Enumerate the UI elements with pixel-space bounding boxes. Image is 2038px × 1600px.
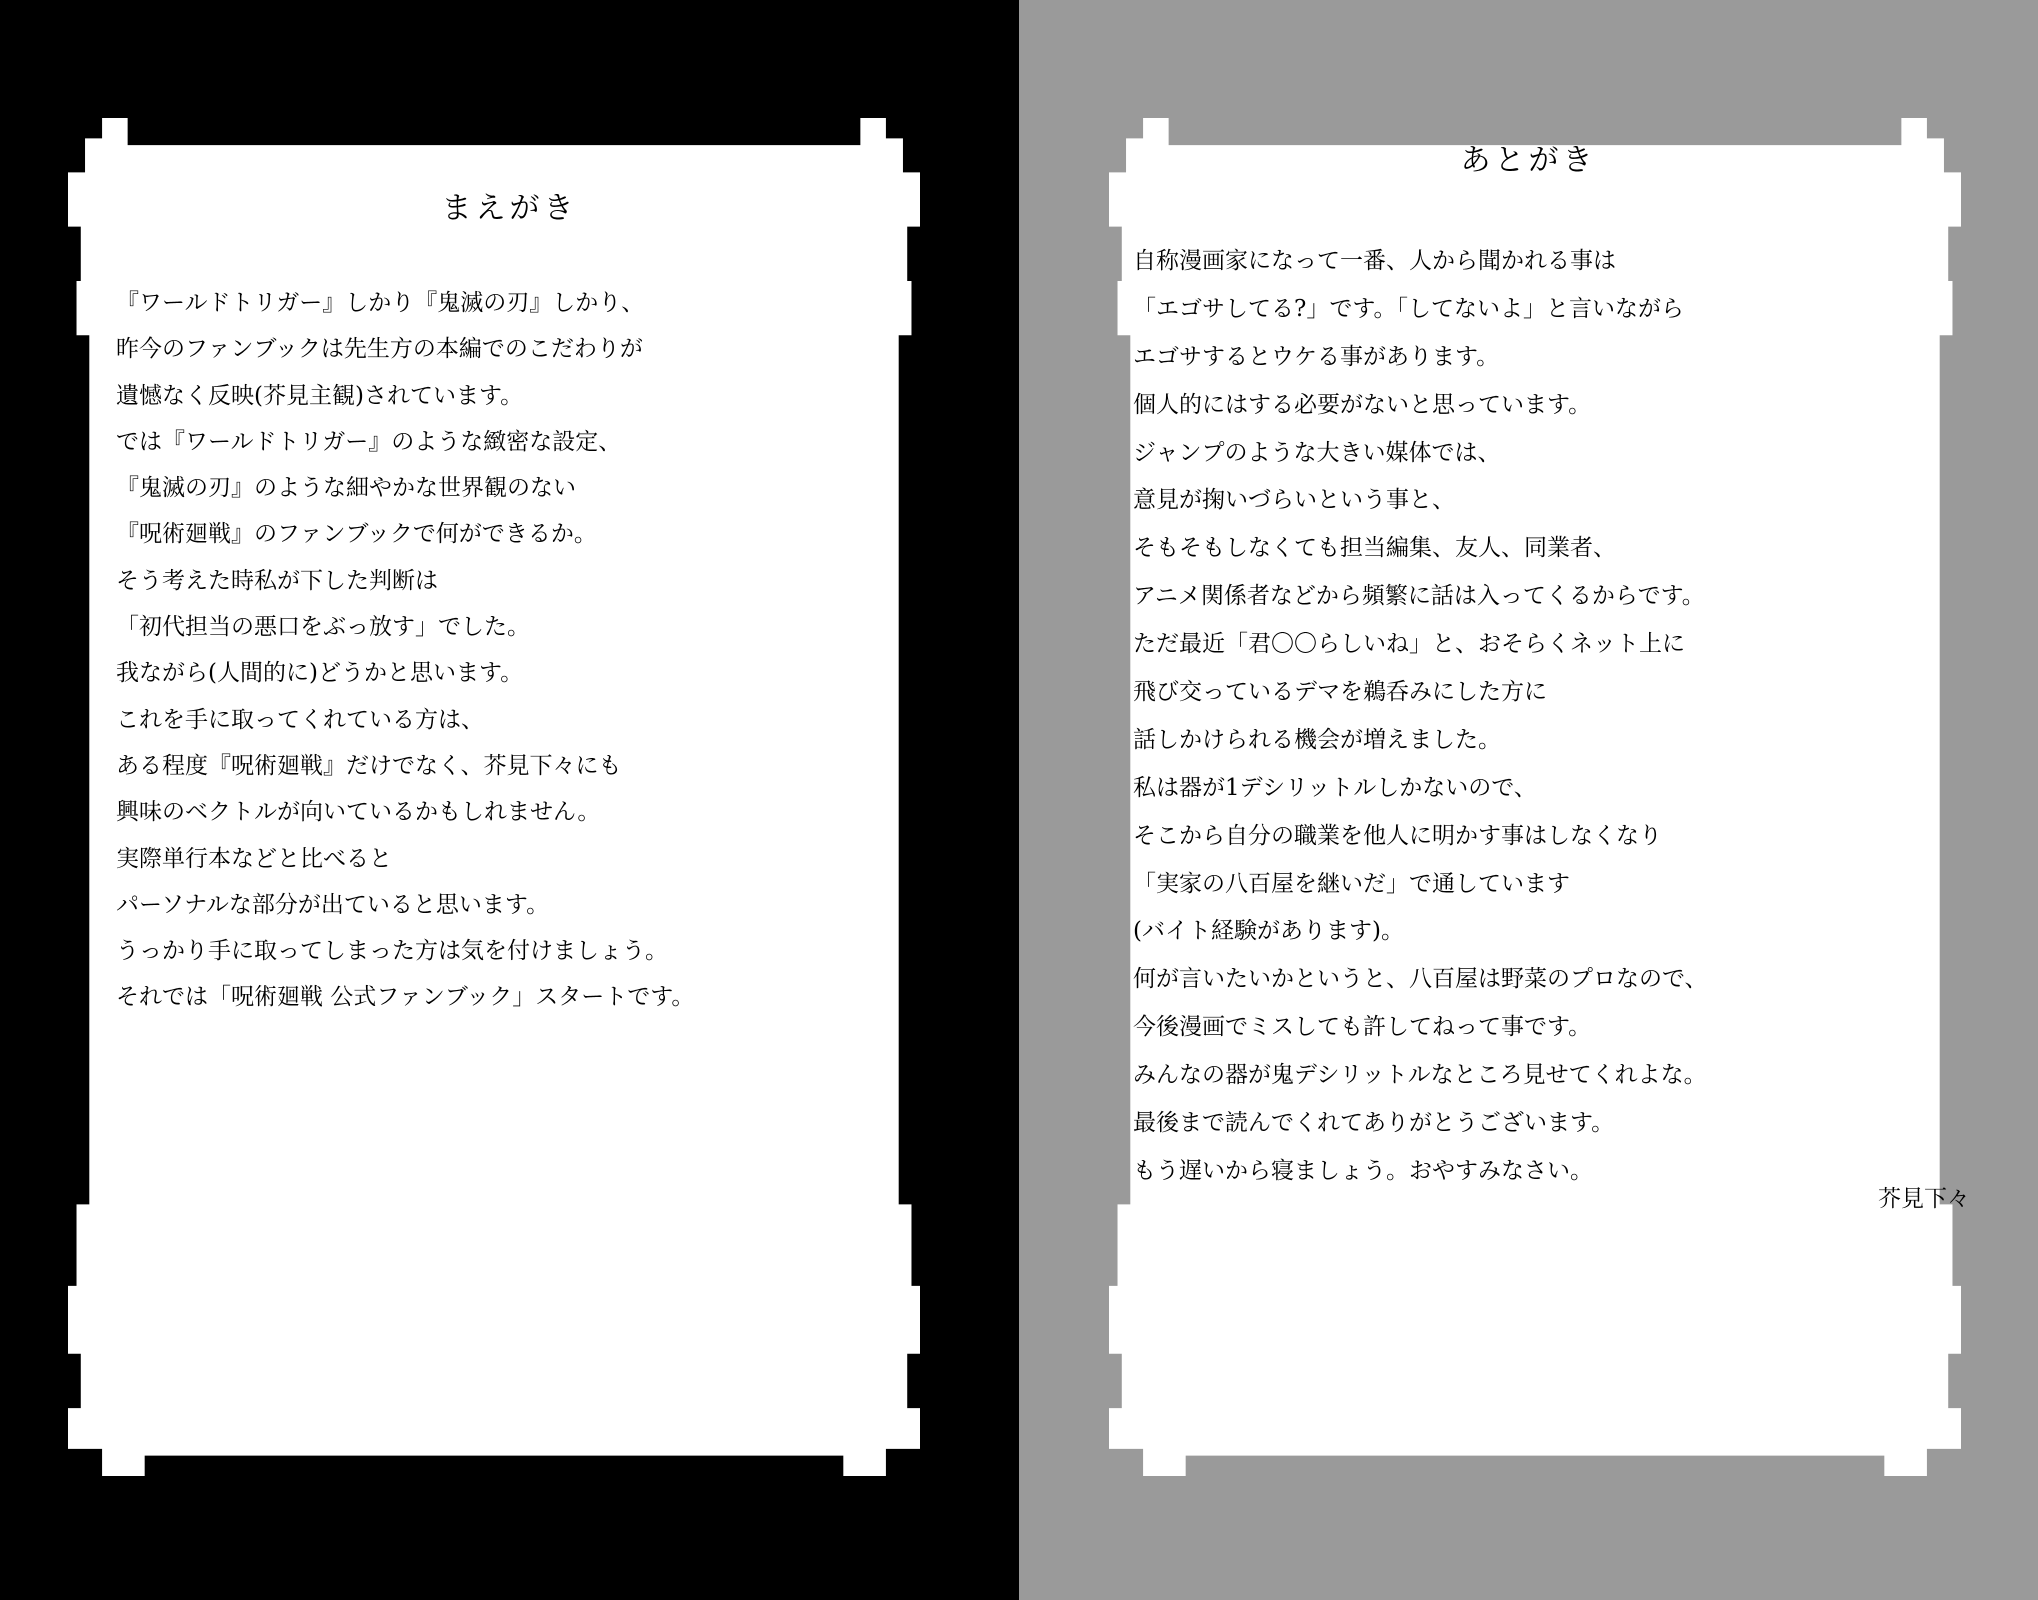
right-page-title: あとがき xyxy=(1460,143,1597,178)
body-line: エゴサするとウケる事があります。 xyxy=(1133,343,1500,370)
body-line: 飛び交っているデマを鵜呑みにした方に xyxy=(1133,679,1547,706)
body-line: もう遅いから寝ましょう。おやすみなさい。 xyxy=(1133,1157,1593,1184)
body-line: ジャンプのような大きい媒体では、 xyxy=(1133,439,1501,466)
right-page-spread xyxy=(1019,0,2038,1600)
body-line: 実際単行本などと比べると xyxy=(116,845,392,872)
body-line: 『ワールドトリガー』しかり『鬼滅の刃』しかり、 xyxy=(116,290,645,316)
body-line: 個人的にはする必要がないと思っています。 xyxy=(1133,391,1592,418)
body-line: (バイト経験があります)。 xyxy=(1133,918,1404,945)
body-line: 昨今のファンブックは先生方の本編でのこだわりが xyxy=(116,336,643,363)
body-line: 「実家の八百屋を継いだ」で通しています xyxy=(1133,870,1570,897)
body-line: 話しかけられる機会が増えました。 xyxy=(1133,726,1501,753)
body-line: みんなの器が鬼デシリットルなところ見せてくれよな。 xyxy=(1133,1062,1707,1089)
body-line: 「初代担当の悪口をぶっ放す」でした。 xyxy=(116,614,530,641)
body-line: パーソナルな部分が出ていると思います。 xyxy=(116,891,550,918)
body-line: 『呪術廻戦』のファンブックで何ができるか。 xyxy=(116,521,597,548)
author-signature: 芥見下々 xyxy=(1878,1186,1970,1212)
body-line: 自称漫画家になって一番、人から聞かれる事は xyxy=(1133,248,1616,274)
body-line: そこから自分の職業を他人に明かす事はしなくなり xyxy=(1133,822,1662,849)
body-line: これを手に取ってくれている方は、 xyxy=(116,706,484,733)
body-line: 今後漫画でミスしても許してねって事です。 xyxy=(1133,1014,1592,1041)
body-line: 最後まで読んでくれてありがとうございます。 xyxy=(1133,1110,1615,1137)
body-line: ある程度『呪術廻戦』だけでなく、芥見下々にも xyxy=(116,752,622,779)
body-line: 何が言いたいかというと、八百屋は野菜のプロなので、 xyxy=(1133,966,1708,993)
body-line: 意見が掬いづらいという事と、 xyxy=(1133,487,1455,514)
body-line: そもそもしなくても担当編集、友人、同業者、 xyxy=(1133,535,1616,562)
left-page-title: まえがき xyxy=(441,191,578,226)
body-line: 我ながら(人間的に)どうかと思います。 xyxy=(116,660,524,687)
body-line: ただ最近「君〇〇らしいね」と、おそらくネット上に xyxy=(1133,631,1685,658)
body-line: では『ワールドトリガー』のような緻密な設定、 xyxy=(116,428,622,455)
body-line: 「エゴサしてる?」です。「してないよ」と言いながら xyxy=(1133,295,1684,322)
body-line: アニメ関係者などから頻繁に話は入ってくるからです。 xyxy=(1133,583,1705,610)
right-page-body xyxy=(1133,237,1708,1195)
body-line: うっかり手に取ってしまった方は気を付けましょう。 xyxy=(116,938,668,965)
body-line: 私は器が1デシリットルしかないので、 xyxy=(1133,774,1537,801)
body-line: 『鬼滅の刃』のような細やかな世界観のない xyxy=(116,475,576,502)
left-page-body xyxy=(116,280,694,1021)
body-line: 遺憾なく反映(芥見主観)されています。 xyxy=(116,382,524,409)
body-line: それでは「呪術廻戦 公式ファンブック」スタートです。 xyxy=(116,984,695,1011)
body-line: そう考えた時私が下した判断は xyxy=(116,567,438,594)
body-line: 興味のベクトルが向いているかもしれません。 xyxy=(116,799,601,826)
